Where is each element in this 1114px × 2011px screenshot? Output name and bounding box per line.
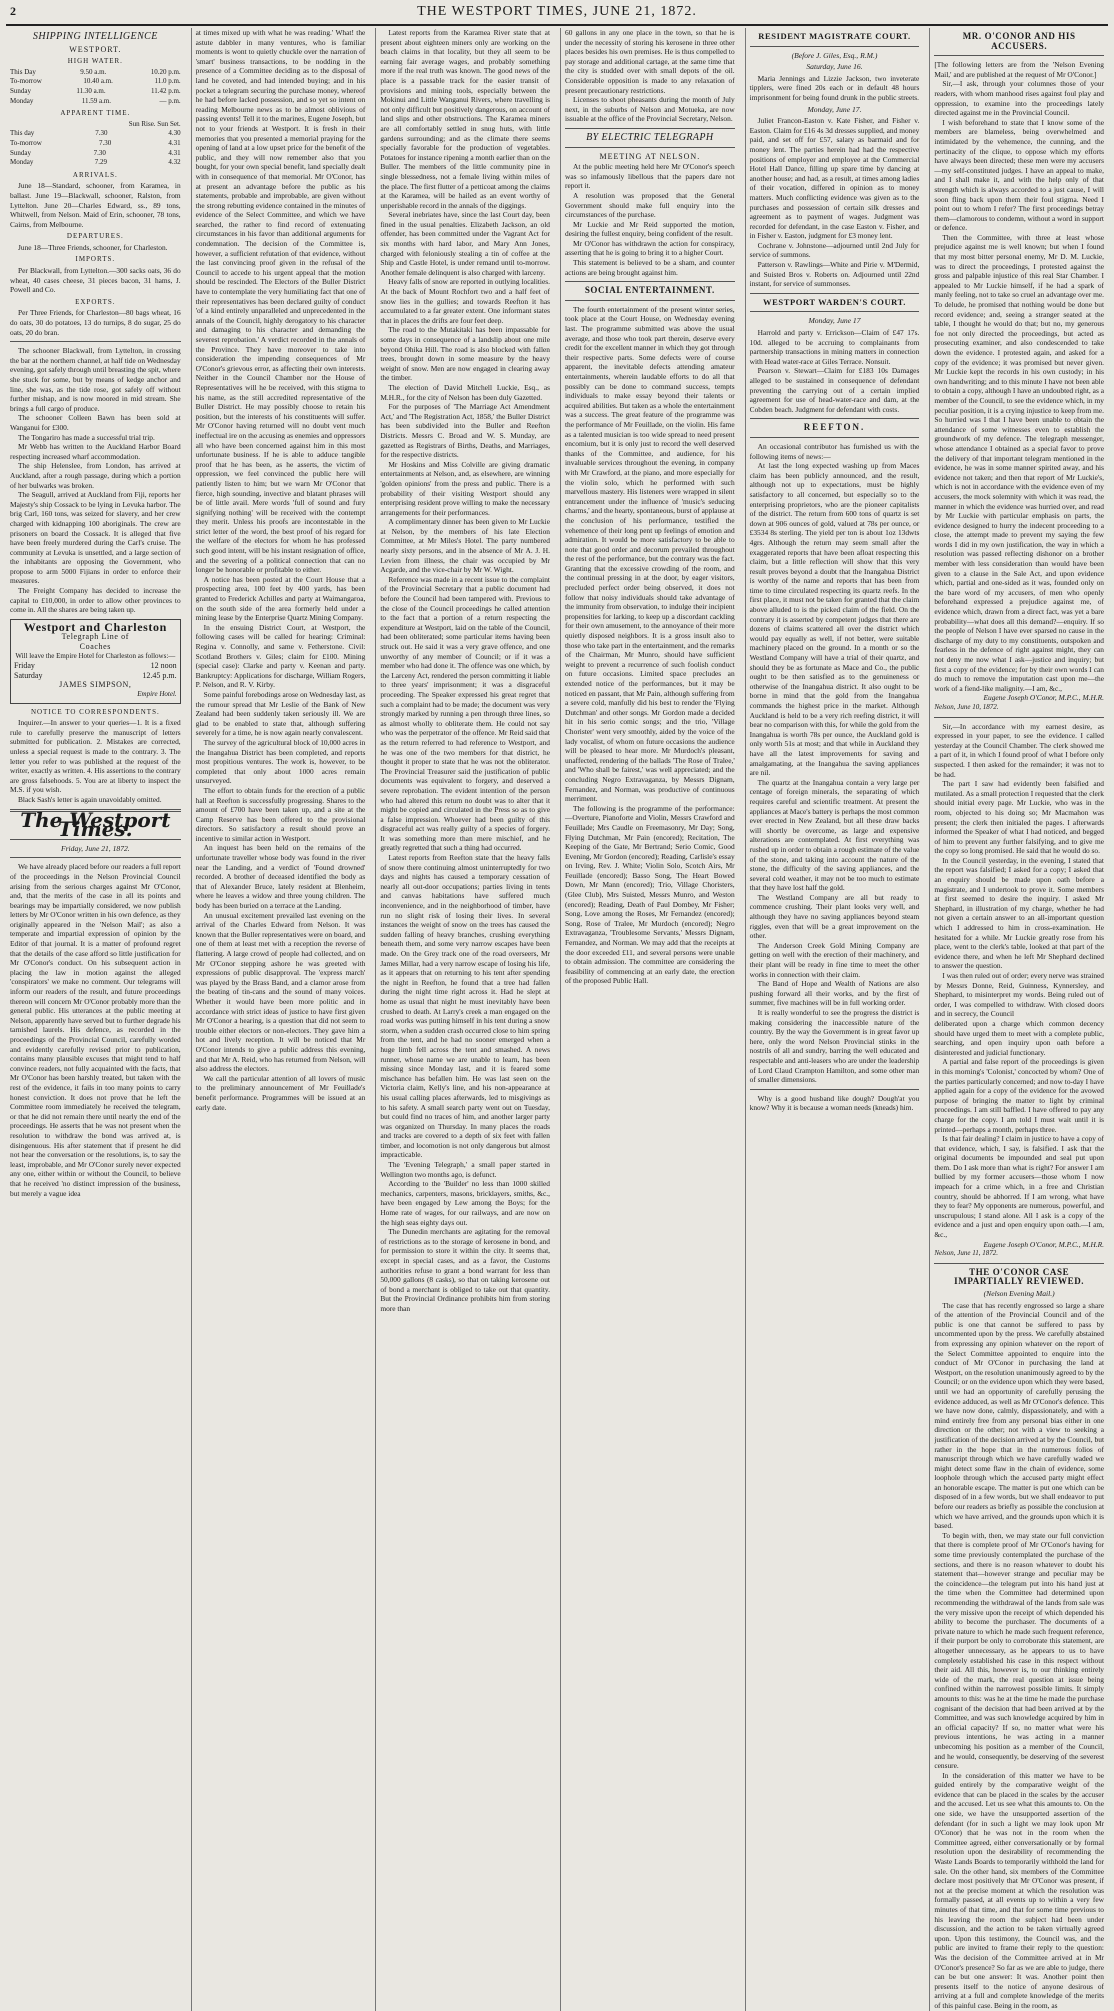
local-news: The 'Evening Telegraph,' a small paper started in Wellington two months ago, is defunct. [380,1160,550,1179]
shipping-para: The schooner Blackwall, from Lyttelton, in crossing the bar at the northern channel, at half tide on Wednesday evening, got safely through until breasting the spit, where she stuck for some, but by means of kedge anchor and line, she was, as the tide rose, got safely off without further mishap, and is now moored in mid stream. She brings a full cargo of produce. [10,346,181,413]
column-1 [6,28,185,2011]
letter-signature-2: Eugene Joseph O'Conor, M.P.C., M.H.R. [983,1239,1104,1249]
meeting-para: Mr Luckie and Mr Reid supported the motion, desiring the fullest enquiry, being confident of the result. [565,219,735,239]
exports-heading: EXPORTS. [75,297,116,306]
departures-heading: DEPARTURES. [66,232,124,241]
case-para: The case that has recently engrossed so large a share of the attention of the Provincial Council and of the public is one that cannot be suffered to pass by uncommented upon by the press. We carefully abstained from expressing any opinion whatever on the report of the Select Committee appointed to enquire into the conduct of Mr O'Conor in purchasing the land at Westport, on the resolution unanimously agreed to by the Council; or on the evidence upon which they were based, until we had an opportunity of carefully perusing the evidence adduced, as well as Mr O'Conor's defence. This we have now done, calmly, dispassionately, and with a mind entirely free from any personal bias either in one direction or the other; not with a view to seeking a justification of the decision arrived at by the Council, but rather in the hope that in the numerous folios of manuscript through which we have carefully waded we might detect some flaw in the chain of evidence, some loophole through which the accused party might effect an honorable escape. The matter is put one which can be disposed of in a few words, but we shall endeavor to put before our readers as briefly as possible the conclusion at which we have arrived, and the grounds upon which it is based. [934,1300,1104,1531]
shipping-para: The schooner Colleen Bawn has been sold at Wanganui for £300. [10,413,181,432]
reefton-para: The Anderson Creek Gold Mining Company are getting on well with the erection of their machinery, and their plant will be ready in fine time to meet the other works in connection with their claim. [749,940,920,979]
notice-text: Inquirer.—In answer to your queries—1. It is a fixed rule to carefully preserve the manuscript of letters submitted for publication. 2. Mistakes are corrected, unless a special request is made to the contrary. 3. The letter you refer to was published at the request of the writer, exactly as written. 4. His assertions to the contrary are gross falsehoods. 5. You are at liberty to inspect the M.S. if you wish. [10,718,181,795]
letter-para: The part I saw had evidently been falsified and mutilated. As a small protection I requested that the clerk should initial every page. Mr Luckie, who was in the room, objected to his doing so; Mr Macmahon was present; the clerk then initialed the pages. I afterwards informed the Speaker of what I had noticed, and begged of him to prevent any further falsifying, and to give me the copy so long promised. He said that he would do so. [934,779,1104,856]
case-para: To begin with, then, we may state our full conviction that there is complete proof of Mr O'Conor's having for some time previously contemplated the purchase of the sections, and there is no reason whatever to doubt his statement that—however strange and peculiar may be the coincidence—the telegram put into his hand just at the time when the Committee had determined upon recommending the withdrawal of the lands from sale was the very missive upon the receipt of which depended his ability to become the purchaser. The documents of a private nature to which he made such frequent reference, if their purport be only to corroborate this statement, are altogether unnecessary, as he appears to us to have completely established his case in this respect without their aid. All this, however is, to our thinking entirely wide of the mark, the real question at issue being confined within the narrowest possible limits. It simply amounts to this: was he at the time he made the purchase cognisant of the decision that had been arrived at by the Committee, and was such knowledge acquired by him in an official capacity? If so, no matter what were his previous intentions, he was acting in a manner unbecoming his position as a member of the Council, and he would, consequently, be deserving of the severest censure. [934,1530,1104,1771]
imports-heading: IMPORTS. [75,255,116,264]
letter-para: Sir,—I ask, through your columnes those of your readers, with whom manhood rises against foul play and oppression, to examine into the proceedings lately directed against me in the Provincial Council. [934,79,1104,118]
ad-line-1: Westport and Charleston [23,619,167,634]
apparent-time-heading: APPARENT TIME. [60,109,131,118]
tide-row: To-morrow 10.40 a.m. 11.0 p.m. [10,77,181,86]
riddle: Why is a good husband like dough? Dough'at you know? Why it is because a woman needs (kneads) him. [749,1093,920,1113]
local-news: Latest reports from Reefton state that the heavy falls of snow there continuing almost uninterruptedly for two days and nights has caused a temporary cessation of nearly all out-door occupations; parties living in tents and canvas habitations have suffered much inconvenience, and in the neighborhood of timber, have run no slight risk of losing their lives. In several instances the weight of snow on the trees has caused the sudden falling of heavy branches, crushing everything beneath them, and some very narrow escapes have been made. On the Grey track one of the road overseers, Mr James Millar, had a very narrow escape of losing his life, as it appears that on returning to his tent after spending the night in Reefton, he found that a tree had fallen during the night time right across it. Had he slept at home as usual that night he must inevitably have been crushed to death. At Larry's creek a man engaged on the road works was putting himself in his tent during a snow storm, when a sudden crash occurred close to him spring from the tent, and he had no sooner emerged when a huge limb fell across the tent and smashed. A news runner, whose name we are unable to learn, has been missing since Monday last, and it is feared some mischance has befallen him. He was last seen on the Victoria claim, Kelly's line, and his non-appearance at his usual calling places afterwards, led to misgivings as to his safety. A small search party went out on Tuesday, but could find no traces of him, and another larger party was organized on Thursday. In many places the roads and tracks are covered to a depth of six feet with fallen timber, and locomotion is not only dangerous but almost impracticable. [380,853,550,1160]
column-2 [191,28,370,2011]
letter-date-2: Nelson, June 11, 1872. [934,1249,998,1258]
column-6 [929,28,1108,2011]
local-news: The survey of the agricultural block of 10,000 acres in the Inangahua District has been completed, and reports most propitious ventures. The work is, however, to be completed that only about 1000 acres remain unsurveyed. [195,737,366,786]
leader-text: We have already placed before our readers a full report of the proceedings in the Nelson Provincial Council arising from the serious charges against Mr O'Conor, and, that the merits of the case in all its points and bearings may be impartially considered, we now publish letters by Mr O'Conor written in his own defence, as they originally appeared in the 'Nelson Mail'; as also a temperate and impartial expression of opinion by the Editor of that journal. It is a matter of profound regret that the details of the case afford so little justification for Mr O'Conor's conduct. On his subsequent action in placing the law in motion against the alleged 'conspirators' we make no comment. Our telegrams will inform our readers of the result, and future proceedings thereon will concern Mr O'Conor probably more than the general public. His utterances at the public meeting at Nelson, apparently have served but to further degrade his tarnished laurels. His defence, as recorded in the proceedings of the Provincial Council, carefully worded and evidently carefully revised prior to publication, contains many plausible excuses that might tend to half convince readers, not fully acquainted with the facts, that Mr O'Conor has been harshly treated, but taken with the rest of the evidence, it fails in too many points to carry honest conviction. It does not prove that he left the Committee room immediately he received the telegram, or that he did not remain there until nearly the end of the proceedings. He asserts that he was not present when the resolution to withdraw the bond was arrived at, is disingenuous. His after statement that if present he did not hear the conversation or the resolutions, is, to say the least, improbable, and Mr O'Conor surely never expected any one, either within or without the Council, to believe that he received 'no distinct impression of the business, but merely a vague idea [10,862,181,1198]
imports-text: Per Blackwall, from Lyttelton.—300 sacks oats, 36 do wheat, 40 cases cheese, 31 pieces bacon, 31 hams, J. Powell and Co. [10,266,181,295]
court-para: Cochrane v. Johnstone—adjourned until 2nd July for service of summons. [749,240,920,260]
local-news: Mr Hoskins and Miss Colville are giving dramatic entertainments at Nelson, and, as elsewhere, are winning 'golden opinions' from the press and public. There is a probability of their visiting Westport should any enterprising resident prove willing to make the necessary arrangements for their performances. [380,459,550,517]
coach-advertisement [10,619,181,704]
apparent-time-header: Sun Rise. Sun Set. [128,119,181,128]
local-news: An inquest has been held on the remains of the unfortunate traveller whose body was found in the river near the Landing, and a verdict of 'Found drowned' recorded. A brother of deceased identified the body as that of Alexander Bruce, lately resident at Blenheim, where he leaves a widow and three young children. The body has been buried on a terrace at the Landing. [195,843,366,911]
letter-para: A partial and false report of the proceedings is given in this morning's 'Colonist,' concocted by whom? One of the parties particularly concerned; and now to-day I have applied again for a copy of the evidence for the avowed purpose of bringing the matter to light by criminal proceedings. I am still baffled. I have offered to pay any charge for the copy. I am told I must wait until it is printed—perhaps a month, perhaps three. [934,1057,1104,1134]
ad-saturday-row: Saturday 12.45 p.m. [14,670,177,680]
ad-proprietor: JAMES SIMPSON, [59,680,132,690]
rm-date-1: Saturday, June 16. [806,62,863,72]
local-news: A notice has been posted at the Court House that a prospecting area, 100 feet by 400 yards, has been granted to Frederick Achilles and party at Waimangaroa, on the south side of the area formerly held under a mining lease by the Enterprise Quartz Mining Company. [195,574,366,623]
tide-row: Monday 7.29 4.32 [10,158,181,167]
tide-row: Sunday 7.30 4.31 [10,148,181,157]
shipping-heading: SHIPPING INTELLIGENCE [32,31,158,42]
letter-para: Is that fair dealing? I claim in justice to have a copy of that evidence, which, I say, is falsified. I ask that the original documents be impounded and seal put upon them. Do I ask more than what is right? For answer I am bullied by my former accusers—those whom I now impeach for a crime which, in a free and Christian country, should be abhorred. If I am wrong, what have they to fear? My opponents are numerous, powerful, and unscrupulous; I stand alone. All I ask is a copy of the evidence and a just and open enquiry upon oath.—I am, &c., [934,1134,1104,1240]
ad-hotel: Empire Hotel. [137,690,177,698]
tide-row: To-morrow 7.30 4.31 [10,138,181,147]
wardens-court-heading: WESTPORT WARDEN'S COURT. [763,296,906,307]
accusers-intro: [The following letters are from the 'Nelson Evening Mail,' and are published at the request of Mr O'Conor.] [934,60,1104,79]
local-news: In the ensuing District Court, at Westport, the following cases will be called for hearing: Criminal: Regina v. Connolly, and same v. Fetherstone. Civil: Scotland Brothers v. Giles; claim for £100. Mining (special case): Clarke and party v. Keenan and party. Bankruptcy: Applications for discharge, William Rogers, P. Nelson, and R. V. Kirby. [195,622,366,690]
column-3 [375,28,554,2011]
court-para: Patterson v. Rawlings—White and Pirie v. M'Dermid, and Suisted Bros v. Roberts on. Adjourned until 22nd instant, for service of summonses. [749,260,920,289]
reefton-para: The Westland Company are all but ready to commence crushing. Their plant looks very well, and although they have no saving appliances beyond steam riggles, even that will be a great improvement on the other. [749,892,920,941]
notice-text-2: Black Sash's letter is again unavoidably omitted. [18,794,162,804]
tide-row: Monday 11.59 a.m. — p.m. [10,96,181,105]
ad-friday-row: Friday 12 noon [14,661,177,671]
apparent-time-table [10,129,181,167]
column-4 [560,28,739,2011]
ad-line-4: Will leave the Empire Hotel for Charleston as follows:— [15,651,176,660]
tide-row: Sunday 11.30 a.m. 11.42 p.m. [10,86,181,95]
leader-continued: at times mixed up with what he was reading.' What! the astute dabbler in many ventures, who is familiar moments is wont to quietly chuckle over the narration of 'smart' business transactions, to be nodding in the presence of a Committee deciding as to the disposal of land he coveted, and had intended buying; and in his pocket a telegram securing the purchase money, whereof he had before lacked possession, and so yet so intent on reading Melbourne news as to be almost oblivious of passing events! Tell it to the marines, Eugene Joseph, but not to your friends at Westport. It is fresh in their memories that you presented a memorial praying for the opening of land at a low upset price for the benefit of the public, and they will now remember also that you bought, for your own special benefit, land specially dealt with in consequence of that memorial. Mr O'Conor, has at present an advantage before the public as his statements, probable and improbable, are given without the strong rebutting evidence contained in the minutes of evidence of the Select Committee, and which we have searched, the rather to find record of extenuating circumstances in his favor than additional arguments for condemnation. The decision of the Committee is, however, a sufficient refutation of that evidence, without the last convincing proof given in the refusal of the Council to accede to his urgent appeal that the motion should be rescinded. The Electors of the Buller District have to contemplate the very humiliating fact that one of their representatives has been declared guilty of conduct 'of a kind entirely unparalleled and unprecedented in the annals of the Council, highly derogatory to his character and damaging to his character and demanding the severest reprobation.' A verdict recorded in the annals of the Province. They have moreover to take into consideration the impending consequences of Mr O'Conor's grievous error, as affecting their own interests. Neither in the Council Chamber nor the House of Representatives will he be received, with this stigma to his name, as the still accredited representative of the Buller District. He may possibly choose to retain his position, but the interests of his constituents will suffer. Mr O'Conor having returned will no doubt vent much ineffectual ire on the accusing as enemies and oppressors all who have been concerned against him in this most unfortunate business. If he is able to adduce tangible proof that he has been, as he asserts, the victim of oppression, we feel convinced the public here will patiently listen to him; but we warn Mr O'Conor that fierce, high sounding, invective and blatant phrases will be of little avail. Mere words 'full of sound and fury signifying nothing' will be received with the contempt they merit. Unless his proofs are incontestable in the strict letter of the word, the best proof of his regard for the welfare of the electors for whom he has professed such good intent, will be his instant resignation of office, and the severing of a political connection that can no longer be honorable or profitable to either. [195,28,366,575]
tide-row: This day 7.30 4.30 [10,129,181,138]
social-heading: SOCIAL ENTERTAINMENT. [584,285,715,296]
local-news: Reference was made in a recent issue to the complaint of the Provincial Secretary that a public document had before the Council had been tampered with. Previous to the close of the Council proceedings he called attention to the fact that a portion of a return respecting the expenditure at Westport, laid on the table of the Council, had been obliterated; some particular items having been struck out. He said it was a very grave offence, and one unworthy of any member of Council; or if it was a member who had done it. The offence was one which, by the Larceny Act, rendered the person committing it liable to three years' imprisonment; it was a disgraceful proceeding. The Speaker expressed his great regret that such a complaint had to be made; the document was very strongly marked by running a pen through three lines, so as almost wholly to obliterate them. He could not say who was the perpetrator of the offence. Mr Reid said that as the return referred to had reference to Westport, and he was one of the two members for that district, he thought it proper to state that he was not the obliterator. The Provincial Treasurer said the justification of public documents was equivalent to forgery, and deserved a severe reprobation. The evident intention of the person who had altered this return no doubt was to alter that it might be copied and circulated in the Press so as to give a false impression. Whoever had been guilty of this disgraceful act was really guilty of a species of forgery. It was something more than mere mischief, and he greatly regretted that such a thing had occurred. [380,574,550,853]
rm-before: (Before J. Giles, Esq., R.M.) [791,50,878,60]
reefton-para: At last the long expected washing up from Maces claim has been publicly announced, and the result, although not up to expectations, must be highly satisfactory to all concerned, but especially so to the enterprising proprietors, who are the pioneer capitalists of the district. The return from 600 tons of quartz is set down at 906 ounces of gold, valued at 78s per ounce, or £3534 8s sterling. The yield per ton is about 1oz 13dwts 4grs. Although the return may seem small after the exaggerated reports that have been afloat respecting this claim, but a little reflection will show that this very result proves beyond a doubt that the Inangahua District is worthy of the name and reports that has been from time to time circulated respecting its quartz reefs. In the first place, it must not be taken for granted that the claim above alluded to is the picked claim of the field. On the contrary it is asserted by competent judges that there are dozens of claims scattered all over the district which would pay equally as well, if not better, were suitable machinery placed on the ground. In a month or so the Westland Company will have a trial of their quartz, and should they be as fortunate as Mace and Co., the public ought to be then satisfied as to the genuineness or otherwise of the Inangahua district. It also ought to be borne in mind that the gold from the Inangahua commands the highest price in the market. Although Auckland is held to be a very rich reefing district, it will bear no comparison with this, for while the gold from the Inangahua is worth 78s per ounce, the Auckland gold is only worth 51s at most; and that while in Auckland they have all the latest improvements for saving and amalgamating, at the Inangahua the saving appliances are nil. [749,461,920,778]
letter-signature-1: Eugene Joseph O'Conor, M.P.C., M.H.R. [983,693,1104,703]
rm-court-heading: RESIDENT MAGISTRATE COURT. [758,31,911,41]
local-news: Latest reports from the Karamea River state that at present about eighteen miners only are working on the beach claims in that locality, but they all seem to be earning fair average wages, and probably something more if the real truth was known. The good news of the place is a passable track for the easier transit of provisions and mining tools, especially between the Mokinui and Little Wanganui Rivers, where travelling is not only difficult but positively dangerous, on account of land slips and other obstructions. The Karamea miners are all comfortably settled in snug huts, with little gardens surrounding; and as the climate there seems specially favorable for the production of vegetables. Potatoes for instance ripening a month earlier than on the Buller. The members of the little community pine in single blessedness, not a female living within miles of the place. The first flutter of a petticoat among the claims at the Karamea, will be hailed as an event worthy of unperishable record in the annals of the diggings. [380,28,550,210]
case-review-heading: THE O'CONOR CASE IMPARTIALLY REVIEWED. [954,1266,1085,1287]
letter-para: deliberated upon a charge which common decency should have urged them to meet with a complete public, searching, and open inquiry upon oath before a disinterested and judicial functionary. [934,1018,1104,1057]
court-para: Maria Jennings and Lizzie Jackson, two inveterate tipplers, were fined 20s each or in default 48 hours imprisonment for being found drunk in the public streets. [749,73,920,102]
page-number: 2 [10,4,16,18]
rm-date-2: Monday, June 17. [807,104,862,114]
arrivals-text: June 18—Standard, schooner, from Karamea, in ballast. June 19—Blackwall, schooner, Ralston, from Lyttelton. June 20—Charles Edward, ss., 89 tons, Whitwell, from Nelson. Maid of Erin, schooner, 78 tons, Cairns, from Melbourne. [10,181,181,229]
masthead [6,4,1108,26]
arrivals-heading: ARRIVALS. [72,170,118,179]
local-news: Heavy falls of snow are reported in outlying localities. At the back of Mount Rochfort two and a half feet of snow lies in the gullies; and towards Reefton it has accumulated to a far greater extent. One informant states that in places the drifts are four feet deep. [380,277,550,325]
notice-heading: NOTICE TO CORRESPONDENTS. [30,707,160,716]
ww-date: Monday, June 17 [808,316,861,326]
shipping-para: The ship Helenslee, from London, has arrived at Auckland, after a rough passage, during which a portion of her bulwarks was broken. [10,461,181,490]
local-news: Licenses to shoot pheasants during the month of July next, in the suburbs of Nelson and Motueka, are now issuable at the office of the Provincial Secretary, Nelson. [565,95,735,124]
case-review-source: (Nelson Evening Mail.) [983,1289,1055,1298]
local-news: According to the 'Builder' no less than 1000 skilled mechanics, carpenters, masons, bricklayers, smiths, &c., have been engaged by Lew among the Boys; for the Home rate of wages, for our railways, and are now on the high seas eighty days out. [380,1179,550,1227]
social-para: The fourth entertainment of the present winter series, took place at the Court House, on Wednesday evening last. The programme submitted was above the usual average, and those who took part therein, deserve every credit for the excellent manner in which they got through their respective parts. Some defects were of course apparent, the inevitable defects attending amateur entertainments, wherein laudable efforts to do all that possibly can be done to command success, tempts individuals to make essay beyond their talents or acquired abilities. But taken as a whole the entertainment was a success. The great feature of the programme was the performance of Mr Feuillade, on the violin. His fame as a talented musician is too wide spread to need present encomium, but it is only just to record the well deserved thanks of the Committee, and audience, for his invaluable services throughout the evening, in company with Mr Crawford, at the piano, and more especially for the violin solo, which he performed with such marvellous mastery. His listeners were wrapped in silent entrancement under the influence of 'music's seducing charms,' and the hearty, spontaneous, burst of applause at the conclusion of his performance, testified the vehemence of their long pent up feelings of emotion and admiration. It would be more satisfactory to be able to note that good order and decorum prevailed throughout the rest of the performance, but the contrary was the fact. Granting that the excessive crowding of the room, and the continual pressing in at the door, by eager visitors, precluded perfect order being observed, it does not follow that noisy individuals should take advantage of the immunity from observation, to indulge their incipient propensities for larking, to keep up a discordant cackling for their own amusement, to the annoyance of their more quietly disposed neighbors. It is a gross insult also to those who take part in the entertainment, and the remarks of the Chairman, Mr Munro, should have sufficient weight to prevent a recurrence of such foolish conduct on future occasions. Limited space precludes an extended notice of the performances, but it may be noticed en passant, that Mr Pain, although suffering from a severe cold, manfully did his best to render the 'Flying Dutchman' and other songs. Mr Gordon made a decided hit in his serio comic songs; and the trio, 'Village Chorister' went very smoothly, aided by the voice of the lady vocalist, of whom on future occasions the audience will be pleased to hear more. Mr Murdoch's pleasant, unaffected, rendering of the ballads 'The Rose of Tralee,' and 'Who shall be fairest,' was well appreciated; and the concluding Negro Extravaganza, by Messrs Dignam, Fernandez, and Norman, was productive of continuous merriment. [565,304,735,804]
meeting-para: Mr O'Conor has withdrawn the action for conspiracy, asserting that he is going to bring it to a higher Court. [565,238,735,258]
shipping-para: The Seagull, arrived at Auckland from Fiji, reports her Majesty's ship Cossack to be lying in Levuka harbor. The brig Carl, 160 tons, was seized for slavery, and her crew charged with kidnapping 100 aboriginals. The crew are prisoners on board the Cossack. It is alleged that five have been freely murdered during the Carl's cruise. The community at Levuka is unsettled, and a large section of the inhabitants are opposing the Government, who propose to arm 5000 Fijians in order to enforce their measures. [10,490,181,586]
meeting-para: A resolution was proposed that the General Government should make full enquiry into the circumstances of the purchase. [565,190,735,220]
letter-date-1: Nelson, June 10, 1872. [934,702,999,711]
case-para: In the consideration of this matter we have to be guided entirely by the comparative weight of the evidence that can be placed in the scales by the accuser and the accused. Let us see what this amounts to. On the one side, we have the unsupported assertion of the defendant (for in such a light we may look upon Mr O'Conor) that he was not in the room when the Committee agreed, either conversationally or by formal resolution upon the desirability of recommending the Waste Lands Boards to temporarily withhold the land for sale. On the other hand, six members of the Committee declare most positively that Mr O'Conor was present, if not at the precise moment at which the resolution was formally passed, at all events up to within a very few minutes of that time, and that for some time previous to his leaving the room the subject had been under discussion, and the action to be taken virtually agreed upon. Upon this testimony, the Council was, and the public are invited to frame their reply to the question: Was the decision of the Committee arrived at in Mr O'Conor's presence? So far as we are able to judge, there can be but one answer: It was. Another point then presents itself to the notice of anyone desirous of arriving at a full and complete knowledge of the merits of this painful case. Being in the room, as [934,1770,1104,2010]
shipping-para: The Tongariro has made a successful trial trip. [18,432,155,442]
local-news: An unusual excitement prevailed last evening on the arrival of the Charles Edward from Nelson. It was known that the Buller representatives were on board, and one of them at least met with a reception the reverse of flattering. A large crowd of people had collected, and on Mr O'Conor stepping ashore he was greeted with expressions of public disapproval. The 'express march' was played by the Brass Band, and a clamor arose from the beating of tin-cans and the sound of many voices. Whether it would have been more politic and in accordance with strict ideas of justice to have first given Mr O'Conor a hearing, is a question that did not seem to trouble either electors or non-electors. They gave him a hot and lively reception. It will be noticed that Mr O'Conor intends to give a public address this evening, and that Mr A. Reid, who has returned from Nelson, will also address the electors. [195,910,366,1074]
letter-para: I was then ruled out of order; every nerve was strained by Messrs Donne, Reid, Guinness, Kynnersley, and Shephard, to misinterpret my words. Being ruled out of order, I was compelled to withdraw. With closed doors and in secrecy, the Council [934,971,1104,1019]
meeting-heading: MEETING AT NELSON. [599,151,701,161]
reefton-heading: REEFTON. [803,422,866,433]
column-5 [745,28,924,2011]
local-news: Several inebriates have, since the last Court day, been fined in the usual penalties. Elizabeth Jackson, an old offender, has been committed under the Vagrant Act for six months with hard labor, and Mary Ann Jones, charged with feloniously stealing a tin of coffee at the Ship and Castle Hotel, is under remand until to-morrow. Another female delinquent is also charged with larceny. [380,210,550,277]
port-heading: WESTPORT. [69,44,122,54]
local-news: For the purposes of 'The Marriage Act Amendment Act,' and 'The Registration Act, 1858,' the Buller District has been subdivided into the Buller and Reefton Districts. Messrs C. Broad and W. S. Munday, are gazetted as Registrars of Births, Deaths, and Marriages, for the respective districts. [380,402,550,460]
high-water-table [10,68,181,106]
shipping-para: Mr Webb has written to the Auckland Harbor Board respecting increased wharf accommodation. [10,442,181,461]
court-para: Juliet Francon-Easton v. Kate Fisher, and Fisher v. Easton. Claim for £16 4s 3d dresses supplied, and money paid, and set off for £57, salary as barmaid and for money lent. The parties herein had had the respective positions of employer and employee at the Commercial Hotel Hall Dance, filling up spare time by dancing at another house; and had, as a result, at times among ladies of their vocation, differed in opinion as to money matters. Much conflicting evidence was given as to the purchases and possession of certain silk dresses and agreement as to payment of wages. Judgment was recorded for defendant, in the case Easton v. Fisher, and in Fisher v. Easton, judgment for £3 money lent. [749,116,920,241]
local-news: The Dunedin merchants are agitating for the removal of restrictions as to the storage of kerosene in bond, and for permission to store it within the city. It seems that, except in special cases, and as a favor, the Customs authorities refuse to grant a bond warrant for less than 50,000 gallons (8 casks), so that on taking kerosene out of bond a merchant is obliged to take out that quantity. But the Provincial Ordinance prohibits him from storing more than [380,1227,550,1313]
reefton-para: It is really wonderful to see the progress the district is making considering the inaccessible nature of the country. By the way the Government is in great favor up here, only the word Nelson Provincial stinks in the nostrils of all and sundry, barring the well educated and respectable and anti-leasers who are under the leadership of Lord Claud Crampton Hamilton, and some other man of smaller dimensions. [749,1008,920,1085]
local-news: The election of David Mitchell Luckie, Esq., as M.H.R., for the city of Nelson has been duly Gazetted. [380,382,550,402]
local-news: Some painful forebodings arose on Wednesday last, as the rumour spread that Mr Leslie of the Bank of New Zealand had been suddenly taken seriously ill. We are glad to be enabled to state that, although suffering severely for a time, he is now again nearly convalescent. [195,689,366,738]
reefton-para: The Band of Hope and Wealth of Nations are also pushing forward all their works, and by the first of summer, five machines will be in full working order. [749,979,920,1008]
local-news: We call the particular attention of all lovers of music to the preliminary announcement of Mr Feuillade's benefit performance. Programmes will be issued at an early date. [195,1073,366,1112]
paper-title: The Westport Times. [20,807,171,842]
reefton-para: An occasional contributor has furnished us with the following items of news:— [749,441,920,461]
local-news: A complimentary dinner has been given to Mr Luckie at Nelson, by the members of his late Election Committee, at Mr Miles's Hotel. The party numbered nearly sixty persons, and in the absence of Mr A. J. H. Levien from illness, the chair was occupied by Mr Acgarde, and the vice-chair by Mr W. Wight. [380,517,550,575]
local-news: 60 gallons in any one place in the town, so that he is under the necessity of storing his kerosene in three other places besides his own premises. He is thus compelled to pay storage and additional cartage, at the same time that the city is studded over with small depots of the oil. Considerable opposition is made to any relaxation of present precautionary restrictions. [565,28,735,95]
local-news: The effort to obtain funds for the erection of a public hall at Reefton is successfully progressing. Shares to the amount of £700 have been taken up, and a site at the Camp Reserve has been offered to the provisional directors. So satisfactory a result should prove an incentive to similar action in Westport. [195,785,366,843]
paper-date: Friday, June 21, 1872. [60,843,130,853]
tide-row: This Day 9.50 a.m. 10.20 p.m. [10,67,181,76]
meeting-para: This statement is believed to be a sham, and counter actions are being brought against him. [565,258,735,277]
columns [6,28,1108,2010]
letter-para: In the Council yesterday, in the evening, I stated that the report was falsified; I asked for a copy; I asked that an enquiry should be made upon oath before a magistrate, and I undertook to prove it. Some members at first seemed to desire the inquiry. I asked Mr Shephard, in illustration of my charge, whether he had not given a certain answer to an all-important question which I addressed to him in cross-examination. He hesitated for a while. Mr Luckie greatly rose from his place, went to the clerk's table, looked at that part of the evidence there, and when he left Mr Shephard declined to answer the question. [934,855,1104,971]
high-water-heading: HIGH WATER. [67,57,123,66]
reefton-para: The quartz at the Inangahua contain a very large per centage of foreign minerals, the separating of which requires careful and scientific treatment. At present the appliances at Mace's battery is perhaps the most common ever erected in New Zealand, but all these draw backs will shortly be overcome, as large and expensive alterations are contemplated. At first everything was rushed up in order to obtain a rough estimate of the value of the stone, and taking into account the nature of the stone, the difficulty of the saving appliances, and the several cold weather, it may not be too much to estimate that they have lost half the gold. [749,777,920,893]
meeting-para: At the public meeting held here Mr O'Conor's speech was so infamously libellous that the papers dare not report it. [565,162,735,191]
accusers-heading: MR. O'CONOR AND HIS ACCUSERS. [962,31,1076,51]
local-news: The road to the Mutakitaki has been impassable for some days in consequence of a landslip about one mile beyond Ohika Hill. The road is also blocked with fallen trees, brought down in some measure by the heavy weight of snow. Men are now engaged in clearing away the timber. [380,325,550,383]
letter-para: I wish beforehand to state that I know some of the members are blameless, being overwhelmed and intimidated by the vehemence, the cunning, and the pertinacity of the clique, to oppose which my efforts have always been directed; these men were my accusers —my self-constituted judges. I have an appeal to make, and I shall make it, and with the help only of that strength which is always accorded to a just cause, I will soon fling back upon them their foul stigma. Need I point out to whom I refer? The first proceedings betray them—clamorous to condemn, without a word in support or defence. [934,117,1104,233]
social-para: The following is the programme of the performance:—Overture, Pianoforte and Violin, Messrs Crawford and Feuillade; Mrs Caudle on Freemasonry, Mr Day; Song, Flying Dutchman, Mr Pain (encored); Recitation, The Keeping of the Gate, Mr Bertrand; Serio Comic, Good Evening, Mr Gordon (encored); Reading, Carlisle's essay on Irving, Rev. J. White; Violin Solo, Scotch Airs, Mr Feuillade (encored); Basso Song, The Heart Bowed Down, Mr Mann (encored); Trio, Village Choristers, (Glee Club), Mrs Suisted, Messrs Munro, and Weston (encored); Reading, Death of Paul Dombey, Mr Fisher; Song, Love among the Roses, Mr Fernandez (encored); Song, Rose of Tralee, Mr Murdoch (encored); Negro Extravaganza, 'Troublesome Servants,' Messrs Dignam, Fernandez, and Norman. We may add that the receipts at the door exceeded £11, and several persons were unable to obtain admission. The committee are considering the feasibility of commencing at an early date, the erection of the proposed Public Hall. [565,803,735,986]
ad-line-3: Coaches [79,642,111,652]
court-para: Harrold and party v. Errickson—Claim of £47 17s. 10d. alleged to be accruing to complainants from partnership transactions in mining matters in connection with Head water-race at Giles Terrace. Nonsuit. [749,328,920,366]
exports-text: Per Three Friends, for Charleston—80 bags wheat, 16 do oats, 30 do potatoes, 13 do turnips, 8 do sugar, 25 do oats, 20 do bran. [10,308,181,337]
telegraph-heading: BY ELECTRIC TELEGRAPH [586,131,714,143]
letter-para: Sir,—In accordance with my earnest desire, as expressed in your paper, to see the evidence. I called yesterday at the Council Chamber. The clerk showed me a part of it, in which I found proof of what I before only suspected. I then asked for the remainder; it was not to be had. [934,721,1104,779]
newspaper-title: THE WESTPORT TIMES, JUNE 21, 1872. [417,4,697,19]
court-para: Pearson v. Stewart—Claim for £183 10s Damages alleged to be sustained in consequence of defendant preventing the carrying out of a certain implied agreement for use of head-water-race and dam, at the Cobden beach. Judgment for defendant with costs. [749,366,920,414]
ad-line-2: Telegraph Line of [61,632,130,642]
departures-text: June 18—Three Friends, schooner, for Charleston. [18,242,168,252]
shipping-para: The Freight Company has decided to increase the capital to £10,000, in order to allow other provinces to come in. All the shares are being taken up. [10,586,181,615]
letter-para: Then the Committee, with three at least whose prejudice against me is well known; but when I found that my most bitter personal enemy, Mr D. M. Luckie, was to direct the proceedings, I protested against the gross and palpable injustice of this real Star Chamber. I appealed to Mr Luckie himself, if he had a spark of manly feeling, not to take so cruel an advantage over me. To delude, he promised that nothing would be done but record evidence; and, seeing a stranger seated at the table, I thought he would do that; but no, my generous foe not only directed the proceedings, but acted as prosecuting examiner, and also condescended to take down the evidence. I protested again, and asked for a copy of the evidence; it was promised but never given. Mr Luckie kept the records in his own custody; in his own handwriting; and to this minute I have not been able to obtain a copy, although I have an undoubted right, as a member of the Council, to see the evidence which, in my peculiar position, it is a crying injustice to keep from me. So hurried was I that I have been unable to obtain the attendance of some witnesses even to establish the groundwork of my defence. The telegraph messenger, whose attendance I obtained as a special favor to prove the delivery of that important telegram mentioned in the evidence, he was in some manner spirited away, and his evidence not taken; and then that report of Mr Luckie's, which is not in accordance with the evidence even of my accusers, the mock solemnity with which it was read, the manner in which the evidence was hurried over, and read by Mr Luckie with particular emphasis on parts, the evidence designed to hurry the indecent proceeding to a close, the attempt made to prevent my saying the few words I did in my own justification, the way in which a resolution was passed reflecting dishonor on a brother member with less consideration than would have been given to a clause in the Sale Act, and upon evidence which, partial and one-sided as it was, founded only on the bare word of my accusers, of men who openly beforehand expressed a prejudice against me, of evidence which, drawn from a direct fact, was yet a bare probability—what does all this demand?—enquiry. If so the people of Nelson I have ever sparsed no cause in the discharge of my duty to my constituents, outspoken and fearless in the defence of right against might, they can not deny me now what I ask—justice and inquiry; but first a copy of the evidence; for by their own words I can do much to remove the imputation cast upon me—the work of a fiend-like malignity.—I am, &c., [934,232,1104,693]
